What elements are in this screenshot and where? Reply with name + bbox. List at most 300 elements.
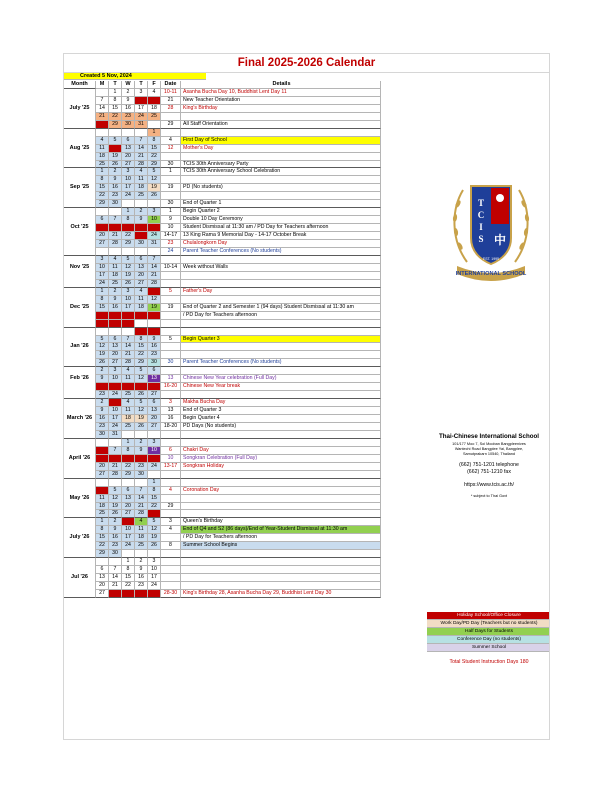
day-cell [135,200,148,208]
day-cell: 20 [96,232,109,240]
day-cell: 24 [122,192,135,200]
week-row [64,153,427,161]
event-date: 30 [161,200,181,208]
event-detail [181,439,381,447]
day-cell: 1 [96,518,109,526]
week-row [64,558,427,566]
month-cell [64,542,96,550]
week-row [64,510,427,518]
month-cell [64,423,96,431]
total-instruction-days: Total Student Instruction Days 180 [449,659,529,665]
event-detail: Begin Quarter 2 [181,208,381,216]
event-date: 4 [161,137,181,145]
day-cell: 11 [96,145,109,153]
school-website[interactable]: https://www.tcis.ac.th/ [464,482,514,488]
event-detail: Chinese New Year celebration (Full Day) [181,375,381,383]
day-cell: 4 [122,367,135,375]
day-cell: 29 [148,161,161,169]
day-cell: 30 [109,550,122,558]
day-cell: 27 [96,590,109,598]
day-cell: 20 [148,415,161,423]
day-cell: 22 [109,113,122,121]
week-row [64,550,427,558]
week-row [64,184,427,192]
week-row [64,439,427,447]
day-cell [135,550,148,558]
event-date: 30 [161,161,181,169]
day-cell: 2 [135,439,148,447]
month-cell [64,503,96,511]
event-detail: / PD Day for Teachers afternoon [181,534,381,542]
event-date: 1 [161,168,181,176]
day-cell [148,121,161,129]
day-cell: 2 [122,89,135,97]
day-cell: 23 [109,312,122,320]
week-row [64,296,427,304]
day-cell: 15 [96,534,109,542]
day-cell: 6 [96,566,109,574]
event-detail [181,582,381,590]
event-detail: Mother's Day [181,145,381,153]
event-date: 4 [161,526,181,534]
day-cell: 26 [148,542,161,550]
day-cell: 28 [109,240,122,248]
month-blocks [64,89,427,598]
month-cell [64,89,96,97]
day-cell: 22 [122,463,135,471]
event-detail: Chakri Day [181,447,381,455]
day-cell: 11 [148,97,161,105]
day-cell: 6 [148,367,161,375]
day-cell: 27 [122,161,135,169]
day-cell [148,431,161,439]
day-cell: 19 [109,503,122,511]
event-date [161,280,181,288]
day-cell [148,248,161,256]
day-cell: 16 [109,304,122,312]
day-cell: 28 [135,161,148,169]
day-cell: 19 [148,304,161,312]
day-cell: 21 [148,272,161,280]
day-cell: 15 [148,145,161,153]
day-cell: 1 [148,479,161,487]
day-cell: 12 [148,526,161,534]
day-cell: 12 [109,495,122,503]
event-detail: TCIS 30th Anniversary Party [181,161,381,169]
event-detail [181,550,381,558]
event-detail [181,471,381,479]
event-detail [181,296,381,304]
day-cell: 3 [109,399,122,407]
day-cell: 27 [148,423,161,431]
event-detail [181,351,381,359]
month-label: Aug '25 [64,145,96,153]
event-detail: Makha Bucha Day [181,399,381,407]
day-cell: 5 [96,336,109,344]
month-cell [64,272,96,280]
day-cell: 15 [148,495,161,503]
event-date: 21 [161,97,181,105]
day-cell: 2 [109,168,122,176]
day-cell: 16 [122,105,135,113]
event-detail: New Teacher Orientation [181,97,381,105]
day-cell: 11 [135,526,148,534]
event-date: 4 [161,487,181,495]
day-cell: 22 [96,192,109,200]
day-cell: 22 [148,153,161,161]
month-cell [64,510,96,518]
month-label: July '25 [64,105,96,113]
month-cell [64,336,96,344]
school-note: * subject to Thai Govt [470,494,508,498]
day-cell: 6 [96,216,109,224]
day-cell [122,550,135,558]
month-cell [64,566,96,574]
event-date: 13 [161,407,181,415]
header-thu: T [135,81,148,89]
day-cell: 9 [122,97,135,105]
event-date: 29 [161,121,181,129]
day-cell: 14 [109,224,122,232]
month-cell [64,248,96,256]
event-detail: First Day of School [181,137,381,145]
day-cell: 13 [122,145,135,153]
week-row [64,431,427,439]
day-cell: 26 [96,359,109,367]
event-date [161,192,181,200]
day-cell: 21 [109,582,122,590]
event-date: 18-20 [161,423,181,431]
svg-text:I: I [479,222,483,232]
month-cell [64,463,96,471]
week-row [64,320,427,328]
event-detail: All Staff Orientation [181,121,381,129]
day-cell: 28 [122,359,135,367]
school-address-3: Samutprakarn 10540, Thailand [462,452,516,456]
month-cell [64,391,96,399]
week-row [64,97,427,105]
day-cell: 28 [109,590,122,598]
day-cell [96,129,109,137]
event-date: 3 [161,399,181,407]
month-cell [64,320,96,328]
day-cell: 18 [96,153,109,161]
day-cell: 11 [109,264,122,272]
day-cell: 23 [135,582,148,590]
day-cell: 23 [122,113,135,121]
week-row [64,415,427,423]
day-cell: 30 [135,471,148,479]
week-row [64,526,427,534]
event-date [161,176,181,184]
legend-holiday: Holiday School/Office Closure [427,612,550,620]
header-details: Details [181,81,381,89]
week-row [64,272,427,280]
legend-summer-school: Summer School [427,644,550,652]
svg-text:中: 中 [493,233,507,247]
event-date: 14-17 [161,232,181,240]
event-detail [181,479,381,487]
day-cell: 30 [135,590,148,598]
day-cell: 24 [148,463,161,471]
day-cell: 9 [135,447,148,455]
day-cell: 13 [148,407,161,415]
day-cell: 7 [96,97,109,105]
day-cell: 6 [96,447,109,455]
event-date: 19 [161,304,181,312]
event-date [161,320,181,328]
event-date [161,296,181,304]
day-cell [96,558,109,566]
week-row [64,359,427,367]
month-cell [64,161,96,169]
day-cell: 23 [109,542,122,550]
month-cell [64,256,96,264]
event-date [161,351,181,359]
day-cell: 22 [122,232,135,240]
day-cell: 1 [96,288,109,296]
day-cell: 9 [109,176,122,184]
event-date: 30 [161,359,181,367]
day-cell: 8 [96,176,109,184]
month-cell [64,192,96,200]
month-cell [64,240,96,248]
event-detail [181,343,381,351]
event-detail [181,510,381,518]
week-row [64,176,427,184]
day-cell: 27 [148,391,161,399]
event-detail [181,280,381,288]
day-cell: 15 [96,304,109,312]
week-row [64,383,427,391]
week-row [64,582,427,590]
day-cell: 8 [135,336,148,344]
day-cell: 4 [135,518,148,526]
day-cell: 3 [148,439,161,447]
day-cell: 14 [148,264,161,272]
day-cell: 21 [109,463,122,471]
day-cell: 22 [148,503,161,511]
header-mon: M [96,81,109,89]
day-cell: 11 [122,375,135,383]
month-label: Dec '25 [64,304,96,312]
day-cell: 9 [96,407,109,415]
week-row [64,312,427,320]
month-cell [64,367,96,375]
created-date: Created 5 Nov, 2024 [64,73,206,80]
day-cell: 2 [96,399,109,407]
week-row [64,391,427,399]
week-row [64,574,427,582]
day-cell: 28 [135,510,148,518]
month-cell [64,582,96,590]
day-cell: 27 [135,280,148,288]
day-cell: 3 [122,518,135,526]
event-date [161,510,181,518]
day-cell: 29 [96,200,109,208]
month-cell [64,407,96,415]
day-cell: 23 [148,351,161,359]
event-detail: Summer School Begins [181,542,381,550]
day-cell: 31 [135,121,148,129]
month-cell [64,439,96,447]
day-cell: 22 [135,351,148,359]
day-cell: 12 [135,375,148,383]
event-detail [181,176,381,184]
month-cell [64,558,96,566]
day-cell: 17 [122,184,135,192]
day-cell: 11 [122,407,135,415]
day-cell: 25 [148,113,161,121]
month-cell [64,208,96,216]
event-date [161,391,181,399]
month-label: Feb '26 [64,375,96,383]
month-cell [64,487,96,495]
day-cell: 1 [135,328,148,336]
day-cell: 20 [96,463,109,471]
day-cell: 24 [148,232,161,240]
day-cell: 25 [96,510,109,518]
event-detail [181,272,381,280]
day-cell [109,328,122,336]
event-date [161,328,181,336]
day-cell: 5 [135,399,148,407]
day-cell: 13 [96,574,109,582]
day-cell: 29 [148,510,161,518]
day-cell: 18 [122,415,135,423]
month-cell [64,288,96,296]
day-cell: 17 [148,224,161,232]
day-cell: 26 [135,423,148,431]
event-date: 29 [161,503,181,511]
logo-est: EST. 1995 [482,257,500,261]
day-cell: 11 [135,176,148,184]
week-row [64,495,427,503]
day-cell: 3 [148,208,161,216]
event-detail: PD Days (No students) [181,423,381,431]
week-row [64,304,427,312]
week-row [64,487,427,495]
event-date: 13 [161,375,181,383]
day-cell: 1 [148,129,161,137]
day-cell: 24 [148,582,161,590]
day-cell: 16 [135,224,148,232]
school-name: Thai-Chinese International School [438,433,540,440]
day-cell: 19 [148,184,161,192]
event-detail [181,367,381,375]
day-cell: 5 [148,168,161,176]
day-cell: 19 [96,351,109,359]
day-cell: 5 [148,518,161,526]
event-date: 19 [161,184,181,192]
day-cell: 23 [135,463,148,471]
event-detail: Chulalongkorn Day [181,240,381,248]
month-label: Jan '26 [64,343,96,351]
day-cell: 8 [109,97,122,105]
event-detail: King's Birthday 28, Asanha Bucha Day 29, Buddhist Lent Day 30 [181,590,381,598]
day-cell: 5 [148,288,161,296]
day-cell: 28 [109,471,122,479]
week-row [64,328,427,336]
day-cell: 14 [109,455,122,463]
event-date: 28-30 [161,590,181,598]
day-cell: 14 [109,574,122,582]
legend-pd-day: Work Day/PD Day (Teachers but no students) [427,620,550,628]
event-detail [181,328,381,336]
month-cell [64,383,96,391]
day-cell: 4 [96,487,109,495]
month-label: April '26 [64,455,96,463]
day-cell: 18 [135,534,148,542]
week-row [64,216,427,224]
day-cell [135,479,148,487]
month-cell [64,153,96,161]
day-cell: 10 [135,97,148,105]
week-row [64,129,427,137]
day-cell [109,479,122,487]
day-cell: 8 [148,487,161,495]
event-date [161,272,181,280]
event-date: 10 [161,224,181,232]
week-row [64,518,427,526]
day-cell: 21 [122,351,135,359]
event-detail: Begin Quarter 4 [181,415,381,423]
day-cell: 22 [96,542,109,550]
week-row [64,113,427,121]
week-row [64,455,427,463]
school-info [427,433,550,498]
day-cell: 14 [135,145,148,153]
school-fax: (662) 751-1210 fax [467,469,511,475]
day-cell: 1 [96,168,109,176]
school-phone: (662) 751-1201 telephone [459,462,519,468]
event-detail: Begin Quarter 3 [181,336,381,344]
month-cell [64,431,96,439]
week-row [64,479,427,487]
day-cell: 24 [122,312,135,320]
day-cell: 18 [135,304,148,312]
day-cell: 10 [109,375,122,383]
day-cell: 29 [122,590,135,598]
event-detail [181,129,381,137]
month-cell [64,216,96,224]
day-cell: 26 [148,192,161,200]
month-cell [64,129,96,137]
day-cell: 30 [109,200,122,208]
day-cell: 13 [96,224,109,232]
month-cell [64,399,96,407]
week-row [64,288,427,296]
day-cell: 10 [96,264,109,272]
info-panel [427,81,550,740]
day-cell: 10 [122,526,135,534]
event-detail: Parent Teacher Conferences (No students) [181,248,381,256]
day-cell: 18 [122,383,135,391]
event-date: 23 [161,240,181,248]
day-cell: 25 [122,423,135,431]
day-cell [135,248,148,256]
week-row [64,264,427,272]
day-cell: 22 [122,582,135,590]
calendar-grid [64,81,427,598]
month-cell [64,296,96,304]
day-cell: 2 [148,328,161,336]
day-cell: 21 [135,153,148,161]
day-cell: 11 [135,296,148,304]
event-detail: 13 King Rama 9 Memorial Day - 14-17 October Break [181,232,381,240]
day-cell: 13 [96,455,109,463]
week-row [64,240,427,248]
